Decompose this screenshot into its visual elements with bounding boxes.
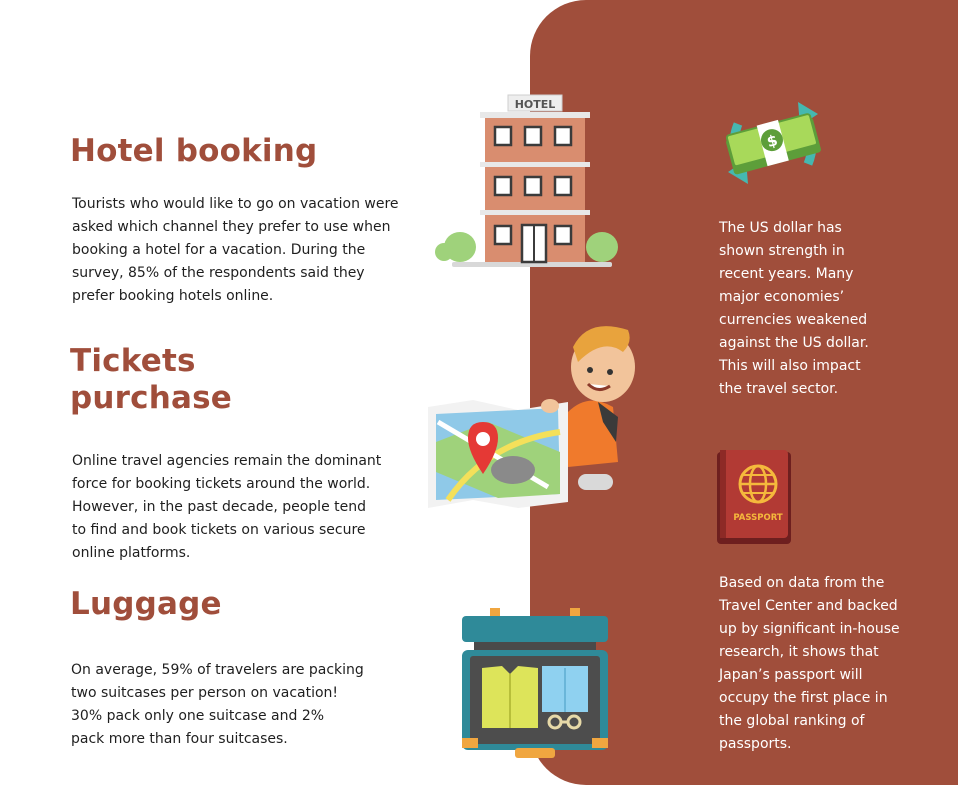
dollar-text: [719, 217, 869, 401]
hotel-building-icon: [430, 92, 625, 272]
text-line: major economies’: [719, 289, 845, 305]
money-exchange-icon: [718, 94, 828, 194]
text-line: Travel Center and backed: [719, 598, 898, 614]
text-line: shown strength in: [719, 243, 845, 259]
text-line: online platforms.: [72, 545, 191, 561]
text-line: against the US dollar.: [719, 335, 869, 351]
text-line: passports.: [719, 736, 792, 752]
text-line: force for booking tickets around the world.: [72, 476, 371, 492]
text-line: booking a hotel for a vacation. During the: [72, 242, 366, 258]
text-line: research, it shows that: [719, 644, 879, 660]
text-line: Online travel agencies remain the dominant: [72, 453, 382, 469]
text-line: the travel sector.: [719, 381, 839, 397]
text-line: On average, 59% of travelers are packing: [71, 662, 364, 678]
hotel-booking-heading: Hotel booking: [70, 133, 318, 169]
text-line: 30% pack only one suitcase and 2%: [71, 708, 325, 724]
text-line: the global ranking of: [719, 713, 865, 729]
text-line: recent years. Many: [719, 266, 854, 282]
text-line: to find and book tickets on various secure: [72, 522, 366, 538]
passport-label-text: PASSPORT: [733, 513, 783, 523]
text-line: However, in the past decade, people tend: [72, 499, 366, 515]
text-line: survey, 85% of the respondents said they: [72, 265, 365, 281]
text-line: occupy the first place in: [719, 690, 888, 706]
text-line: Based on data from the: [719, 575, 885, 591]
luggage-heading: Luggage: [70, 586, 222, 622]
text-line: This will also impact: [719, 358, 861, 374]
text-line: pack more than four suitcases.: [71, 731, 288, 747]
text-line: Japan’s passport will: [719, 667, 863, 683]
tickets-purchase-heading: [70, 343, 232, 417]
heading-line: Tickets: [70, 343, 196, 379]
text-line: currencies weakened: [719, 312, 868, 328]
passport-text: [719, 572, 900, 756]
text-line: prefer booking hotels online.: [72, 288, 274, 304]
open-suitcase-icon: [460, 608, 610, 760]
text-line: Tourists who would like to go on vacation were: [72, 196, 399, 212]
map-traveler-icon: [428, 322, 638, 514]
luggage-text: [71, 659, 364, 751]
text-line: up by significant in-house: [719, 621, 900, 637]
tickets-purchase-text: [72, 450, 381, 565]
text-line: The US dollar has: [719, 220, 842, 236]
text-line: asked which channel they prefer to use when: [72, 219, 391, 235]
hotel-booking-text: [72, 193, 399, 308]
dollar-sign-text: $: [764, 131, 780, 152]
text-line: two suitcases per person on vacation!: [71, 685, 339, 701]
hotel-sign-text: HOTEL: [514, 98, 556, 111]
passport-icon: [714, 448, 794, 548]
heading-line: purchase: [70, 380, 232, 416]
